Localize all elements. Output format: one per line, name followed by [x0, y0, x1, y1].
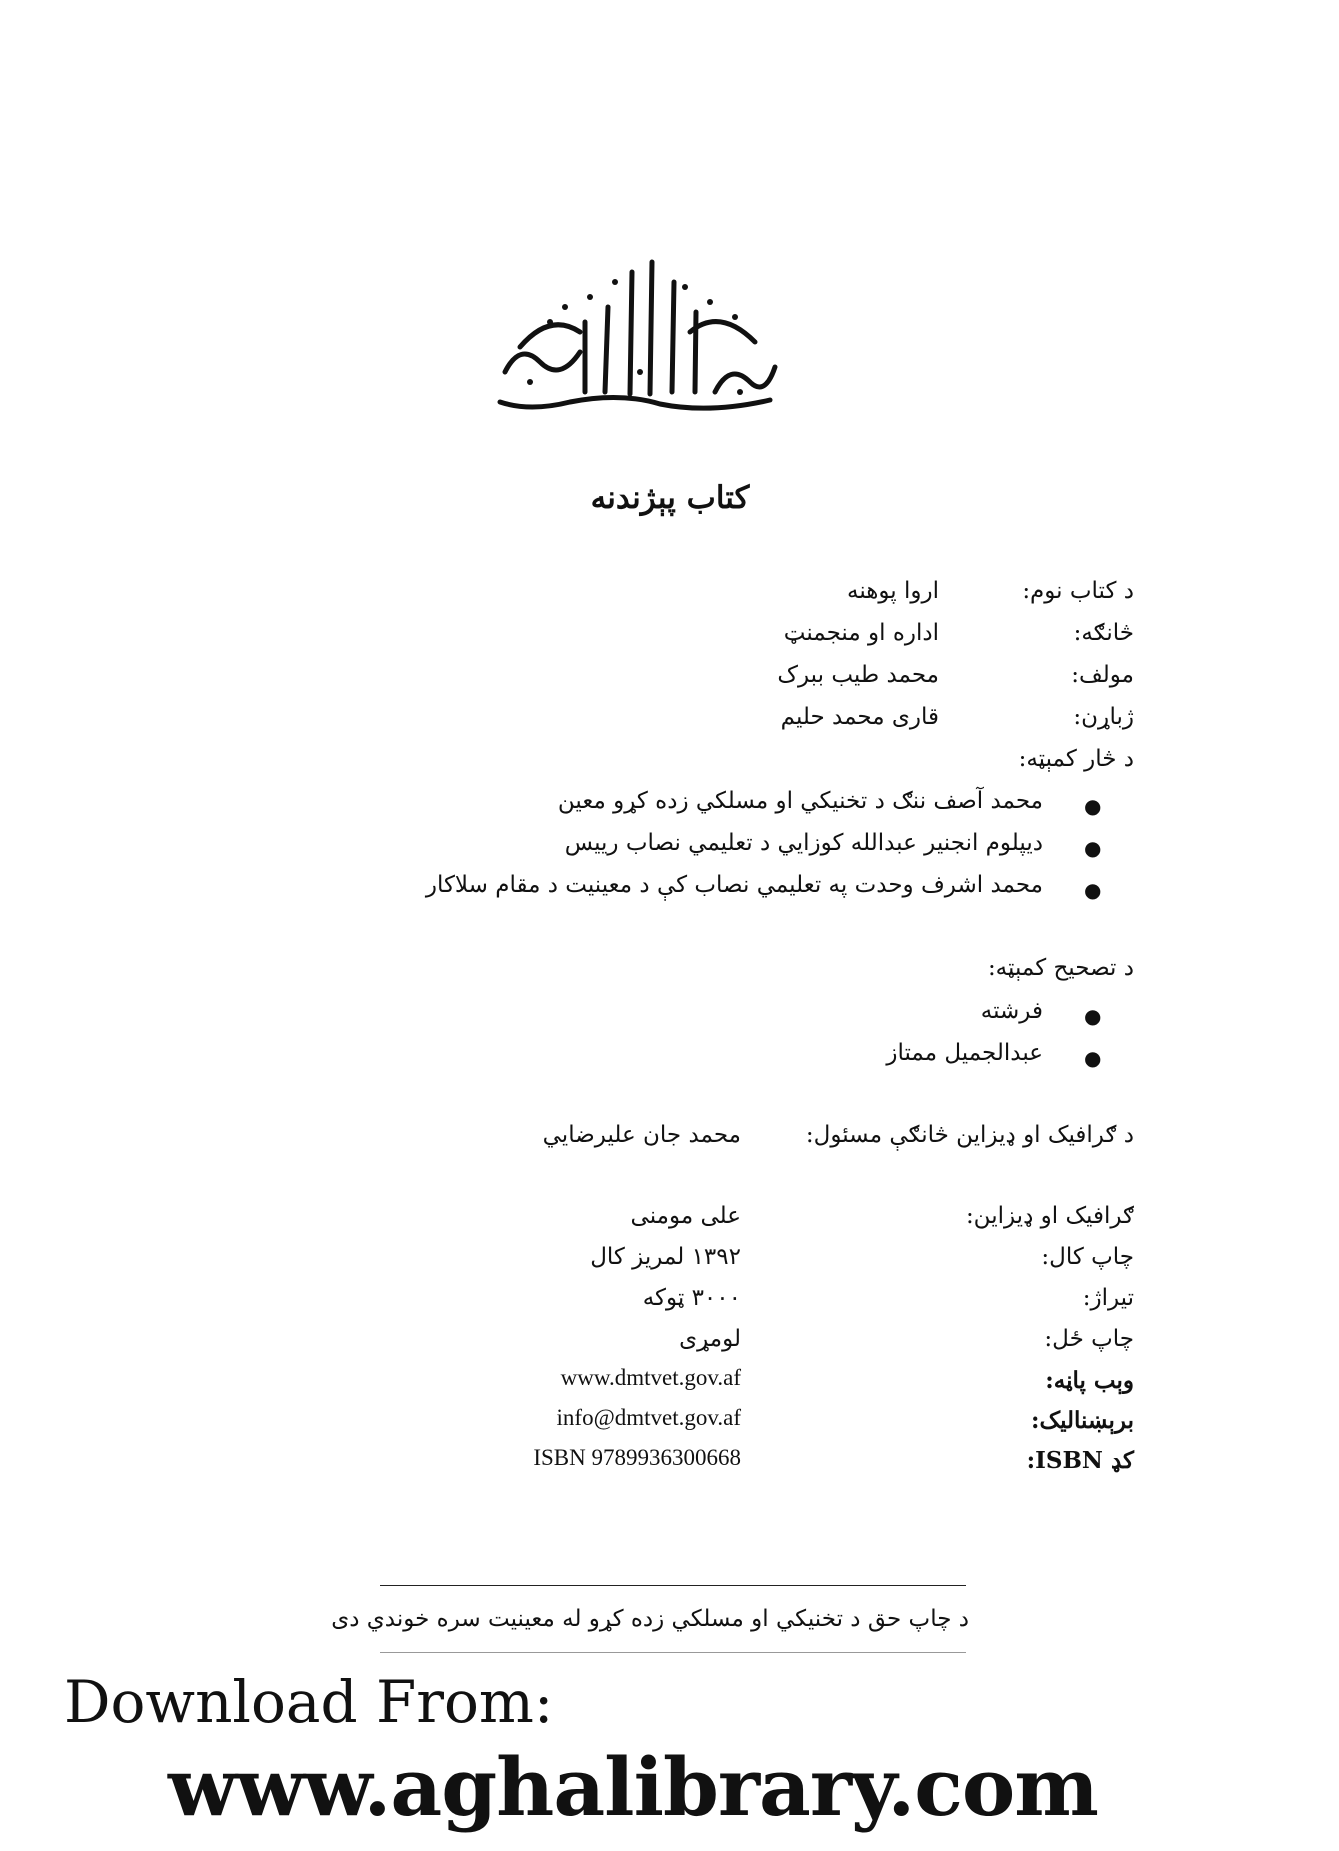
bullet-icon: ● [1084, 1004, 1102, 1028]
correction-committee-label: د تصحیح کمېټه: [987, 955, 1134, 981]
print-year-label: چاپ کال: [1041, 1244, 1134, 1270]
graphics-head-value: محمد جان علیرضایي [542, 1122, 741, 1148]
isbn-label: کډ ISBN: [1026, 1447, 1134, 1474]
translator-value: قاری محمد حلیم [780, 704, 939, 730]
correction-item: عبدالجمیل ممتاز [886, 1040, 1043, 1066]
print-year-value: ۱۳۹۲ لمریز کال [590, 1244, 741, 1270]
bismillah-calligraphy [490, 252, 780, 422]
download-label: Download From: [64, 1668, 554, 1736]
supervision-item: محمد آصف ننګ د تخنیکي او مسلکي زده کړو معین [557, 788, 1043, 814]
footer-divider [380, 1652, 966, 1653]
email-link[interactable]: info@dmtvet.gov.af [556, 1405, 741, 1430]
graphics-head-label: د ګرافیک او ډیزاین څانګې مسئول: [805, 1122, 1134, 1148]
supervision-item: محمد اشرف وحدت په تعلیمي نصاب کې د معینیت د مقام سلاکار [425, 872, 1043, 898]
author-label: مولف: [1071, 662, 1134, 688]
bullet-icon: ● [1084, 794, 1102, 818]
copyright-notice: د چاپ حق د تخنیکي او مسلکي زده کړو له معینیت سره خوندي دی [331, 1606, 969, 1632]
translator-label: ژباړن: [1073, 704, 1134, 730]
field-label: څانګه: [1073, 620, 1134, 646]
field-value: اداره او منجمنټ [783, 620, 939, 646]
edition-value: لومړی [679, 1326, 741, 1352]
supervision-item: دیپلوم انجنیر عبدالله کوزايي د تعلیمي نصاب رییس [564, 830, 1043, 856]
edition-label: چاپ ځل: [1044, 1326, 1134, 1352]
website-label: وېب پاڼه: [1045, 1367, 1134, 1394]
bullet-icon: ● [1084, 1046, 1102, 1070]
book-name-value: اروا پوهنه [847, 578, 939, 604]
page-title: کتاب پېژندنه [590, 480, 750, 516]
bullet-icon: ● [1084, 836, 1102, 860]
email-label: برېښنالیک: [1031, 1407, 1134, 1434]
design-label: ګرافیک او ډیزاین: [965, 1203, 1134, 1229]
copies-label: تیراژ: [1082, 1285, 1134, 1311]
download-url[interactable]: www.aghalibrary.com [168, 1740, 1098, 1834]
design-value: علی مومنی [630, 1203, 741, 1229]
correction-item: فرشته [980, 998, 1043, 1024]
book-name-label: د کتاب نوم: [1022, 578, 1134, 604]
website-link[interactable]: www.dmtvet.gov.af [560, 1365, 741, 1390]
author-value: محمد طیب ببرک [777, 662, 939, 688]
isbn-value: ISBN 9789936300668 [533, 1445, 741, 1470]
copies-value: ۳۰۰۰ ټوکه [642, 1285, 741, 1311]
footer-divider [380, 1585, 966, 1586]
supervision-committee-label: د څار کمېټه: [1018, 746, 1134, 772]
bullet-icon: ● [1084, 878, 1102, 902]
